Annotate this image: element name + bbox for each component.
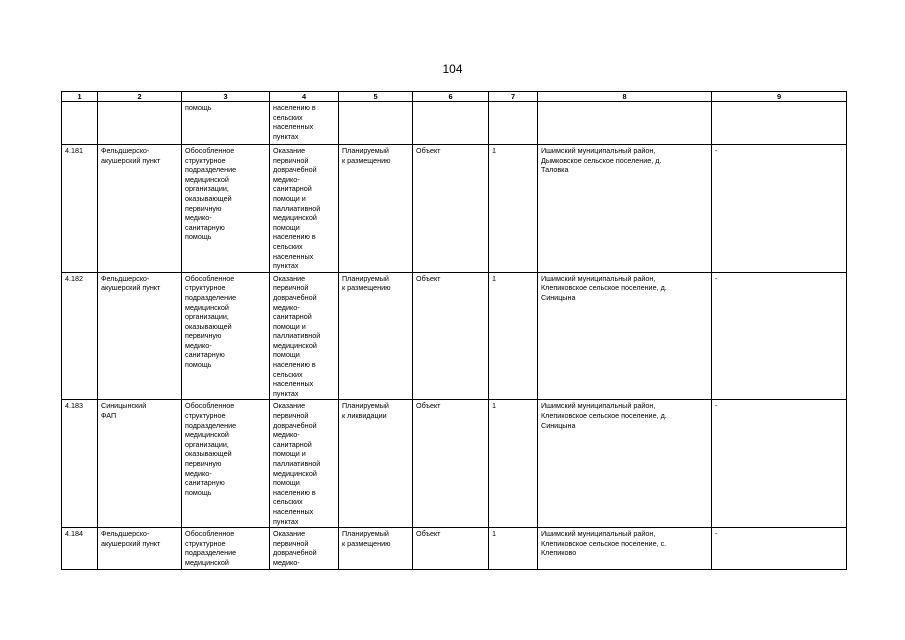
cell-name: Синицынский ФАП	[98, 400, 182, 528]
objects-table	[61, 91, 847, 570]
cell-desc: Обособленное структурное подразделение медицинской	[182, 528, 270, 569]
header-row	[62, 92, 847, 102]
cell-count: 1	[489, 145, 538, 273]
cell-purpose: Оказание первичной доврачебной медико- санитарной помощи и паллиативной медицинской помощи населению в сельских населенных пунктах	[270, 400, 339, 528]
header-cell-3: 3	[182, 92, 270, 102]
cell-status	[339, 102, 413, 145]
table-row	[62, 400, 847, 528]
header-cell-5: 5	[339, 92, 413, 102]
cell-desc: Обособленное структурное подразделение медицинской организации, оказывающей первичную медико- санитарную помощь	[182, 145, 270, 273]
cell-kind: Объект	[413, 400, 489, 528]
cell-purpose: Оказание первичной доврачебной медико- санитарной помощи и паллиативной медицинской помощи населению в сельских населенных пунктах	[270, 272, 339, 400]
cell-name: Фельдшерско- акушерский пункт	[98, 528, 182, 569]
cell-count: 1	[489, 400, 538, 528]
cell-purpose: Оказание первичной доврачебной медико-	[270, 528, 339, 569]
table-row	[62, 272, 847, 400]
cell-desc: Обособленное структурное подразделение медицинской организации, оказывающей первичную медико- санитарную помощь	[182, 400, 270, 528]
cell-name	[98, 102, 182, 145]
cell-zone: -	[712, 400, 847, 528]
cell-purpose: населению в сельских населенных пунктах	[270, 102, 339, 145]
header-cell-7: 7	[489, 92, 538, 102]
cell-location: Ишимский муниципальный район, Клепиковское сельское поселение, д. Синицына	[538, 272, 712, 400]
cell-zone: -	[712, 272, 847, 400]
header-cell-4: 4	[270, 92, 339, 102]
cell-kind: Объект	[413, 272, 489, 400]
continuation-row	[62, 102, 847, 145]
cell-zone: -	[712, 528, 847, 569]
header-cell-8: 8	[538, 92, 712, 102]
header-cell-1: 1	[62, 92, 98, 102]
cell-count: 1	[489, 272, 538, 400]
cell-num	[62, 102, 98, 145]
cell-kind: Объект	[413, 145, 489, 273]
cell-zone: -	[712, 145, 847, 273]
header-cell-2: 2	[98, 92, 182, 102]
cell-kind: Объект	[413, 528, 489, 569]
cell-num: 4.184	[62, 528, 98, 569]
cell-kind	[413, 102, 489, 145]
cell-num: 4.183	[62, 400, 98, 528]
cell-name: Фельдшерско- акушерский пункт	[98, 272, 182, 400]
header-cell-9: 9	[712, 92, 847, 102]
cell-name: Фельдшерско- акушерский пункт	[98, 145, 182, 273]
cell-location: Ишимский муниципальный район, Дымковское сельское поселение, д. Таловка	[538, 145, 712, 273]
cell-count	[489, 102, 538, 145]
cell-location	[538, 102, 712, 145]
header-cell-6: 6	[413, 92, 489, 102]
cell-desc: Обособленное структурное подразделение медицинской организации, оказывающей первичную медико- санитарную помощь	[182, 272, 270, 400]
cell-num: 4.181	[62, 145, 98, 273]
cell-num: 4.182	[62, 272, 98, 400]
cell-purpose: Оказание первичной доврачебной медико- санитарной помощи и паллиативной медицинской помощи населению в сельских населенных пунктах	[270, 145, 339, 273]
cell-location: Ишимский муниципальный район, Клепиковское сельское поселение, с. Клепиково	[538, 528, 712, 569]
table-row	[62, 145, 847, 273]
cell-desc: помощь	[182, 102, 270, 145]
cell-status: Планируемый к размещению	[339, 528, 413, 569]
table-row	[62, 528, 847, 569]
cell-location: Ишимский муниципальный район, Клепиковское сельское поселение, д. Синицына	[538, 400, 712, 528]
cell-status: Планируемый к ликвидации	[339, 400, 413, 528]
cell-status: Планируемый к размещению	[339, 272, 413, 400]
cell-count: 1	[489, 528, 538, 569]
cell-status: Планируемый к размещению	[339, 145, 413, 273]
page-number: 104	[442, 62, 463, 76]
cell-zone	[712, 102, 847, 145]
